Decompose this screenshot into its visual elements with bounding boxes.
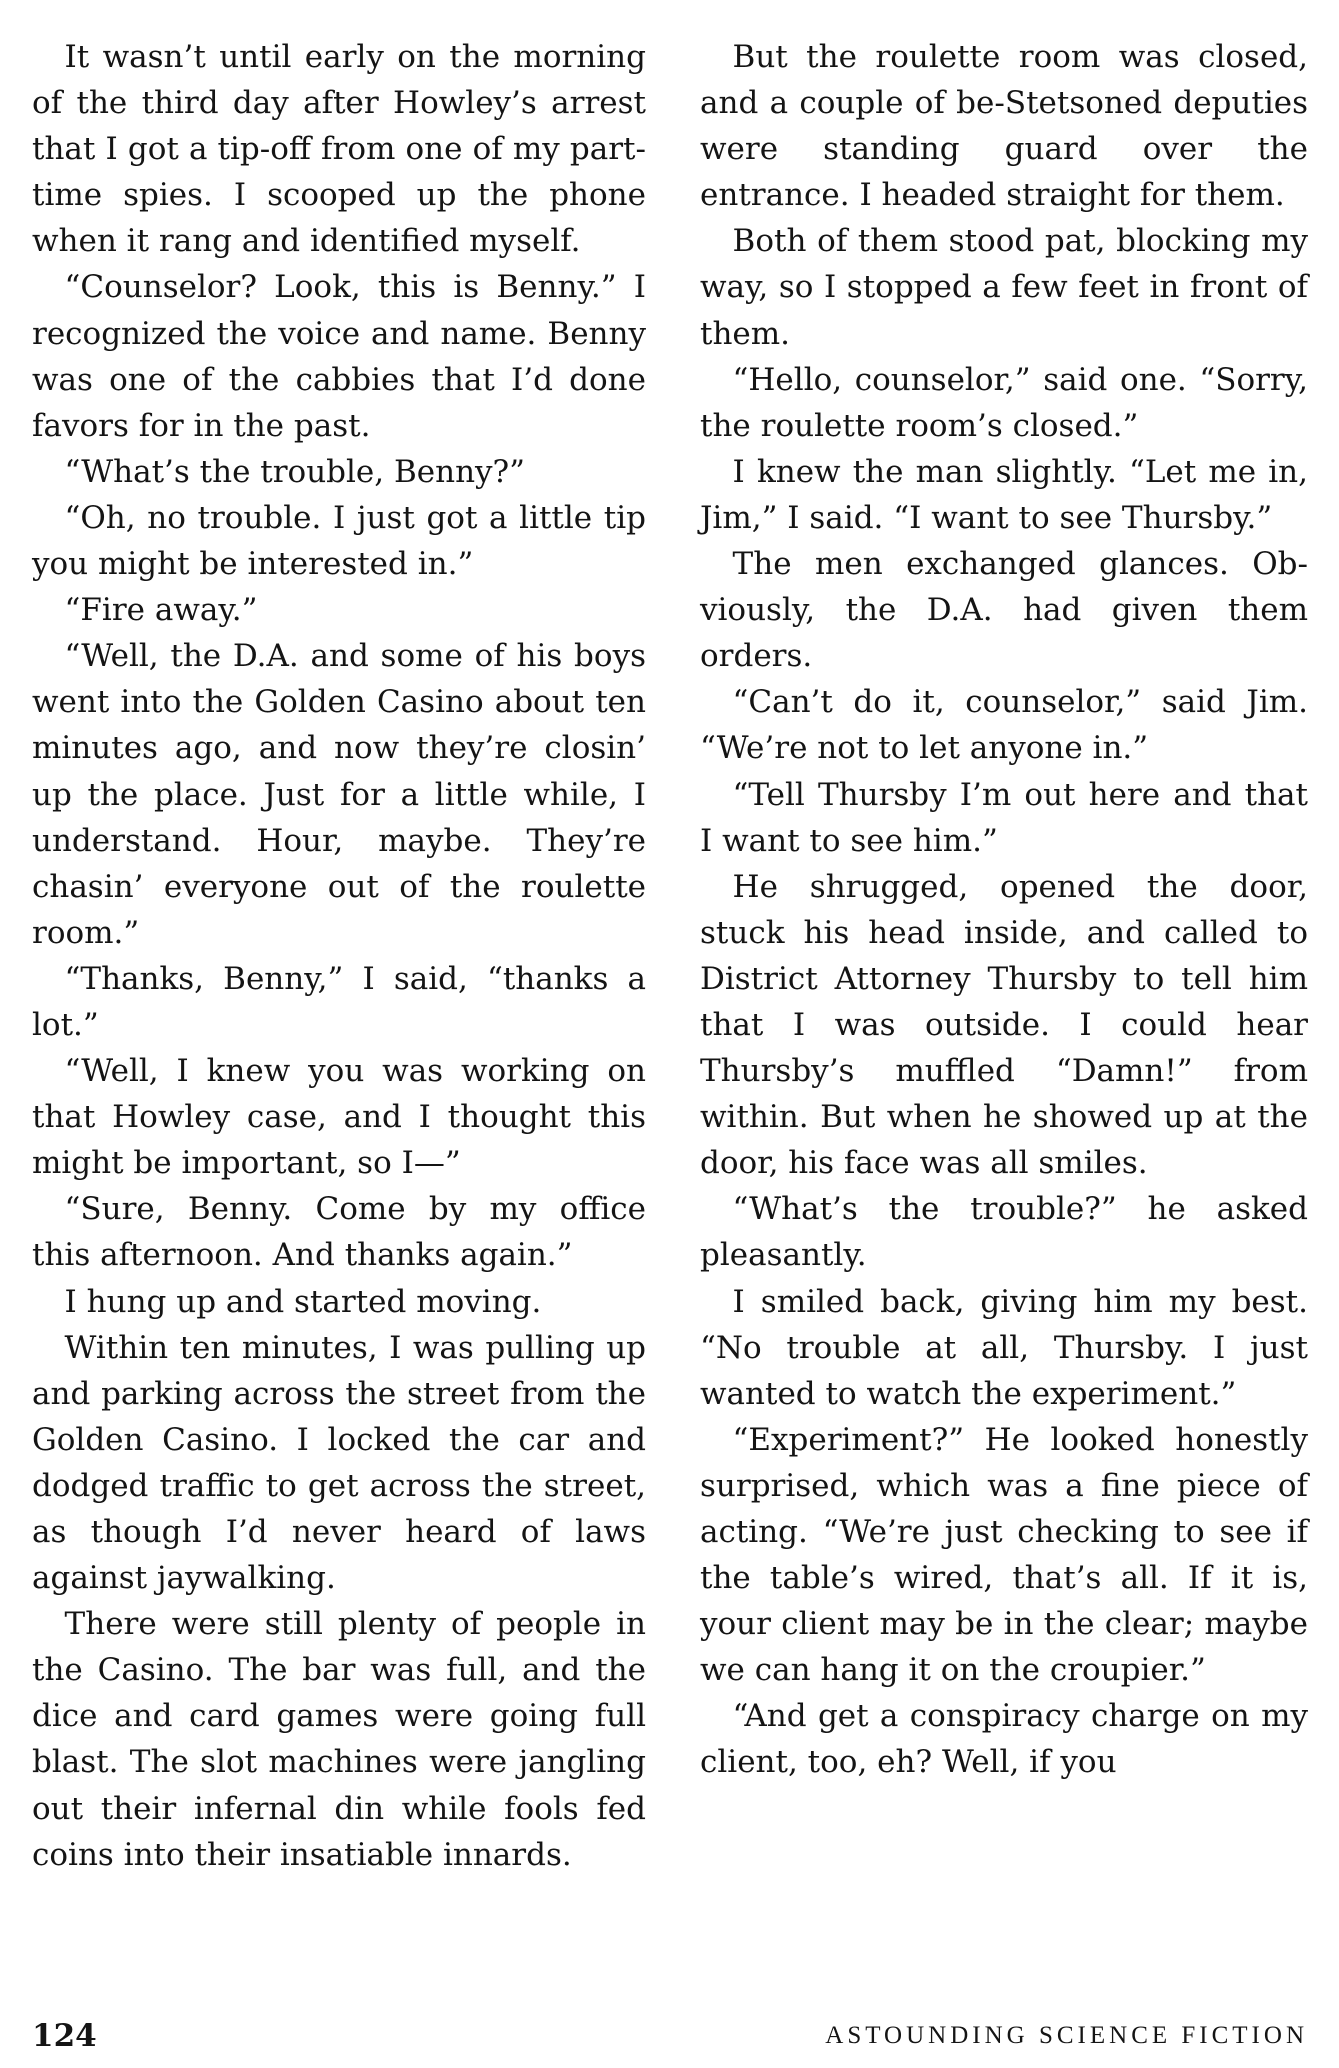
paragraph: “Tell Thursby I’m out here and that I want to see him.”	[700, 776, 1308, 859]
paragraph: “Thanks, Benny,” I said, “thanks a lot.”	[32, 960, 646, 1043]
paragraph: It wasn’t until early on the morning of the third day after Howley’s arrest that I got a tip-off from one of my part-time spies. I scooped up the phone when it rang and identified myself.	[32, 39, 646, 260]
paragraph: “And get a conspiracy charge on my client, too, eh? Well, if you	[700, 1698, 1308, 1781]
paragraph: “What’s the trouble?” he asked pleasantly.	[700, 1191, 1308, 1274]
paragraph: “Hello, counselor,” said one. “Sorry, the roulette room’s closed.”	[700, 361, 1308, 444]
paragraph: The men exchanged glances. Obviously, the D.A. had given them orders.	[700, 546, 1308, 675]
paragraph: He shrugged, opened the door, stuck his head inside, and called to District Attorney Thursby to tell him that I was outside. I could hear Thursby’s muffled “Damn!” from within. But when he showed up at the door, his face was all smiles.	[700, 868, 1308, 1182]
paragraph: Within ten minutes, I was pulling up and parking across the street from the Golden Casino. I locked the car and dodged traffic to get across the street, as though I’d never heard of laws against jaywalking.	[32, 1329, 646, 1597]
paragraph: “Fire away.”	[64, 592, 258, 629]
page-number: 124	[32, 2018, 97, 2054]
paragraph: But the roulette room was closed, and a couple of be-Stetsoned deputies were standing guard over the entrance. I headed straight for them.	[700, 39, 1308, 214]
paragraph: I knew the man slightly. “Let me in, Jim,” I said. “I want to see Thursby.”	[700, 453, 1308, 536]
paragraph: There were still plenty of people in the Casino. The bar was full, and the dice and card games were going full blast. The slot machines were jangling out their infernal din while fools fed coins into their insatiable innards.	[32, 1606, 646, 1873]
paragraph: I smiled back, giving him my best. “No trouble at all, Thursby. I just wanted to watch the experiment.”	[700, 1283, 1308, 1412]
running-title: ASTOUNDING SCIENCE FICTION	[825, 2022, 1308, 2049]
paragraph: “Well, the D.A. and some of his boys went into the Golden Casino about ten minutes ago, and now they’re closin’ up the place. Just for a little while, I understand. Hour, maybe. They’re chasin’ everyone out of the roulette room.”	[32, 638, 646, 951]
left-text-column	[32, 34, 646, 1878]
paragraph: “Well, I knew you was working on that Howley case, and I thought this might be important, so I—”	[32, 1053, 646, 1182]
paragraph: “Oh, no trouble. I just got a little tip you might be interested in.”	[32, 499, 646, 583]
paragraph: “Experiment?” He looked honestly surprised, which was a fine piece of acting. “We’re just checking to see if the table’s wired, that’s all. If it is, your client may be in the clear; maybe we can hang it on the croupier.”	[700, 1421, 1308, 1689]
right-text-column	[700, 34, 1308, 1786]
page-footer	[32, 2018, 1308, 2058]
paragraph: “What’s the trouble, Benny?”	[64, 453, 526, 490]
paragraph: “Sure, Benny. Come by my office this afternoon. And thanks again.”	[32, 1191, 646, 1274]
paragraph: “Can’t do it, counselor,” said Jim. “We’re not to let anyone in.”	[700, 684, 1308, 767]
paragraph: Both of them stood pat, blocking my way, so I stopped a few feet in front of them.	[700, 223, 1308, 352]
paragraph: “Counselor? Look, this is Benny.” I recognized the voice and name. Benny was one of the cabbies that I’d done favors for in the past.	[32, 269, 646, 444]
paragraph: I hung up and started moving.	[64, 1283, 542, 1320]
